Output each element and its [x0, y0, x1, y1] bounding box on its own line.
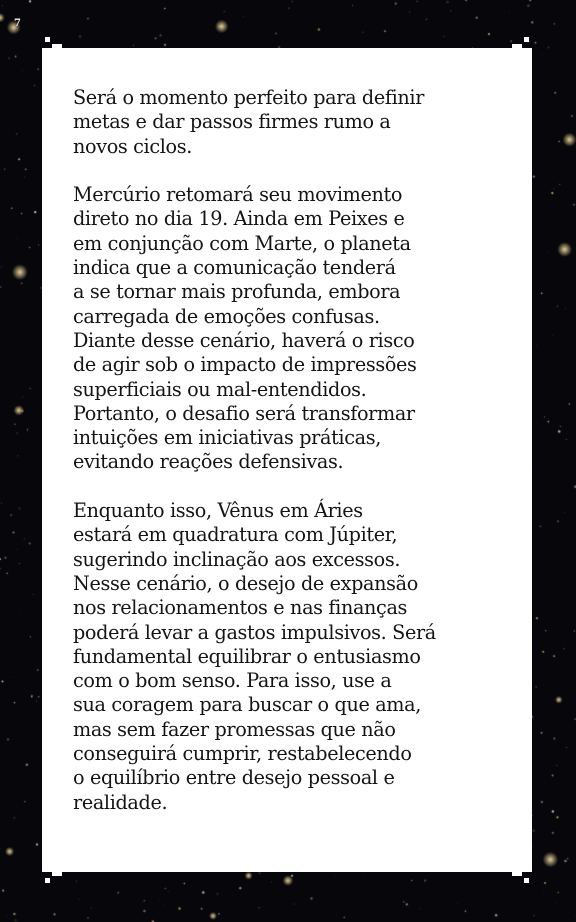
text-card [42, 48, 532, 872]
corner-ornament-bottom-right [512, 866, 522, 876]
page-number: 7 [14, 18, 21, 29]
corner-ornament-bottom-left [52, 866, 62, 876]
corner-ornament-top-left [52, 44, 62, 54]
paragraph-venus: Enquanto isso, Vênus em Áries estará em quadratura com Júpiter, sugerindo inclinação aos excessos. Nesse cenário, o desejo de expansão nos relacionamentos e nas finanças poderá levar a gastos impulsivos. Será fundamental equilibrar o entusiasmo com o bom senso. Para isso, use a sua coragem para buscar o que ama, mas sem fazer promessas que não conseguirá cumprir, restabelecendo o equilíbrio entre desejo pessoal e realidade. [73, 499, 436, 814]
paragraph-mercury: Mercúrio retomará seu movimento direto no dia 19. Ainda em Peixes e em conjunção com Marte, o planeta indica que a comunicação tenderá a se tornar mais profunda, embora carregada de emoções confusas. Diante desse cenário, haverá o risco de agir sob o impacto de impressões superficiais ou mal-entendidos. Portanto, o desafio será transformar intuições em iniciativas práticas, evitando reações defensivas. [73, 183, 417, 474]
paragraph-intro: Será o momento perfeito para definir metas e dar passos firmes rumo a novos ciclos. [73, 86, 425, 158]
card-body [73, 86, 507, 839]
corner-ornament-top-right [512, 44, 522, 54]
